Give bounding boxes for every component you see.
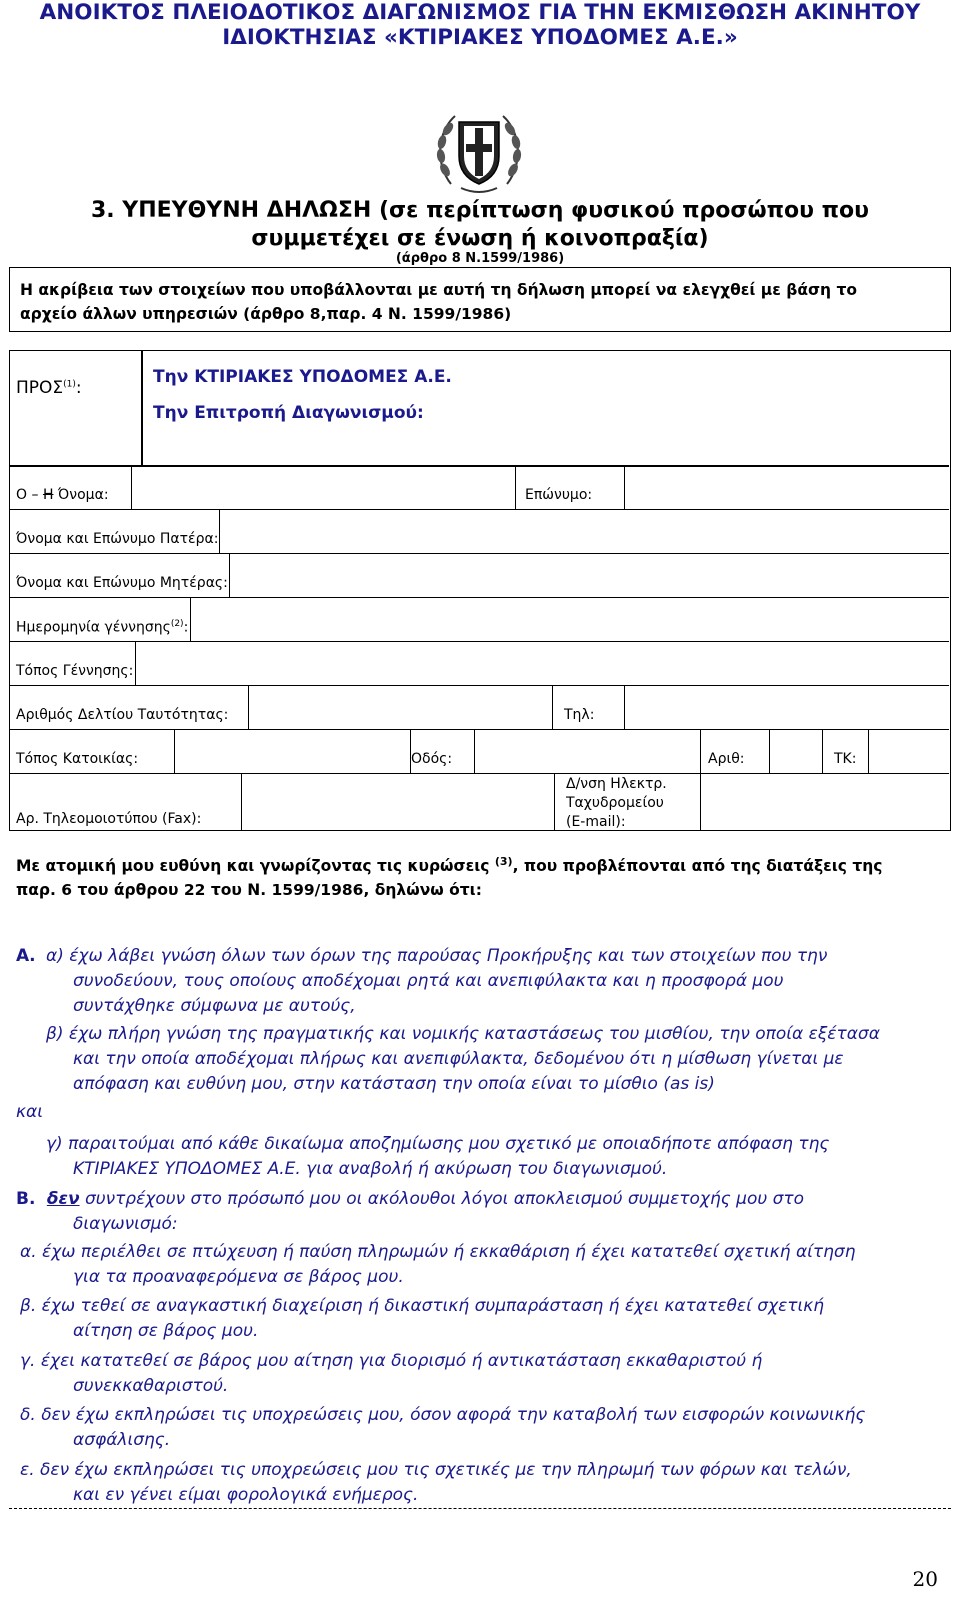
mother-name-label: Όνομα και Επώνυμο Μητέρας: [16,575,228,591]
section-b-label: Β. [16,1189,36,1209]
telephone-label: Τηλ: [564,707,595,723]
conjunction-and: και [16,1102,43,1122]
item-c-line-1: γ) παραιτούμαι από κάθε δικαίωμα αποζημίωσης μου σχετικό με οποιαδήποτε απόφαση της [46,1134,830,1154]
street-label: Οδός: [411,751,453,767]
item-b-line-2: και την οποία αποδέχομαι πλήρως και ανεπιφύλακτα, δεδομένου ότι η μίσθωση γίνεται με [73,1049,844,1069]
street-number-label: Αριθ: [708,751,745,767]
exclusion-e-line-1: ε. δεν έχω εκπληρώσει τις υποχρεώσεις μου τις σχετικές με την πληρωμή των φόρων και τελών, [20,1460,852,1480]
postal-code-label: ΤΚ: [834,751,857,767]
recipient-line-2: Την Επιτροπή Διαγωνισμού: [153,403,424,423]
exclusion-d-line-1: δ. δεν έχω εκπληρώσει τις υποχρεώσεις μου, όσον αφορά την καταβολή των εισφορών κοινωνικής [20,1405,866,1425]
item-c-line-2: ΚΤΙΡΙΑΚΕΣ ΥΠΟΔΟΜΕΣ Α.Ε. για αναβολή ή ακύρωση του διαγωνισμού. [73,1159,668,1179]
name-label: Ο – Η Όνομα: [16,487,109,503]
father-name-label: Όνομα και Επώνυμο Πατέρα: [16,531,219,547]
accuracy-notice [9,267,951,332]
notice-line-1: Η ακρίβεια των στοιχείων που υποβάλλονται με αυτή τη δήλωση μπορεί να ελεγχθεί με βάση το [20,281,858,299]
exclusion-c-line-2: συνεκκαθαριστού. [73,1376,229,1396]
page-divider [9,1508,951,1509]
section-b-line-2: διαγωνισμό: [73,1214,178,1234]
negation-den: δεν [46,1189,80,1209]
header-line-1: ΑΝΟΙΚΤΟΣ ΠΛΕΙΟΔΟΤΙΚΟΣ ΔΙΑΓΩΝΙΣΜΟΣ ΓΙΑ ΤΗΝ ΕΚΜΙΣΘΩΣΗ ΑΚΙΝΗΤΟΥ [39,0,921,25]
declaration-title [0,197,960,253]
exclusion-c-line-1: γ. έχει κατατεθεί σε βάρος μου αίτηση για διορισμό ή αντικατάσταση εκκαθαριστού ή [20,1351,763,1371]
item-b-line-1: β) έχω πλήρη γνώση της πραγματικής και νομικής καταστάσεως του μισθίου, την οποία εξέτασα [46,1024,880,1044]
document-header [0,0,960,50]
declaration-title-line-2: συμμετέχει σε ένωση ή κοινοπραξία) [251,226,709,251]
exclusion-e-line-2: και εν γένει είμαι φορολογικά ενήμερος. [73,1485,419,1505]
header-line-2: ΙΔΙΟΚΤΗΣΙΑΣ «ΚΤΙΡΙΑΚΕΣ ΥΠΟΔΟΜΕΣ Α.Ε.» [222,25,738,50]
surname-label: Επώνυμο: [525,487,593,503]
item-a-line-2: συνοδεύουν, τους οποίους αποδέχομαι ρητά και ανεπιφύλακτα και η προσφορά μου [73,971,784,991]
declaration-subtitle: (άρθρο 8 Ν.1599/1986) [395,251,565,266]
section-b-line-1: συντρέχουν στο πρόσωπό μου οι ακόλουθοι λόγοι αποκλεισμού συμμετοχής μου στο [84,1189,804,1209]
place-of-birth-label: Τόπος Γέννησης: [16,663,134,679]
exclusion-b-line-2: αίτηση σε βάρος μου. [73,1321,259,1341]
notice-line-2: αρχείο άλλων υπηρεσιών (άρθρο 8,παρ. 4 Ν. 1599/1986) [20,305,512,323]
item-a-line-3: συντάχθηκε σύμφωνα με αυτούς, [73,996,356,1016]
item-a-line-1: α) έχω λάβει γνώση όλων των όρων της παρούσας Προκήρυξης και των στοιχείων που την [46,946,828,966]
date-of-birth-label: Ημερομηνία γέννησης$^{(2)}$: [16,619,189,636]
fax-label: Αρ. Τηλεομοιοτύπου (Fax): [16,811,202,827]
email-label: Δ/νση Ηλεκτρ. Ταχυδρομείου (E-mail): [566,776,667,830]
exclusion-d-line-2: ασφάλισης. [73,1430,171,1450]
residence-label: Τόπος Κατοικίας: [16,751,139,767]
recipient-label: ΠΡΟΣ$^{(1)}$: [16,378,82,398]
id-number-label: Αριθμός Δελτίου Ταυτότητας: [16,707,229,723]
exclusion-a-line-2: για τα προαναφερόμενα σε βάρος μου. [73,1267,404,1287]
declaration-title-line-1: 3. ΥΠΕΥΘΥΝΗ ΔΗΛΩΣΗ (σε περίπτωση φυσικού προσώπου που [90,198,870,223]
item-b-line-3: απόφαση και ευθύνη μου, στην κατάσταση την οποία είναι το μίσθιο (as is) [73,1074,715,1094]
section-a-label: Α. [16,946,36,966]
exclusion-b-line-1: β. έχω τεθεί σε αναγκαστική διαχείριση ή δικαστική συμπαράσταση ή έχει κατατεθεί σχετική [20,1296,825,1316]
declaration-form [9,350,951,831]
exclusion-a-line-1: α. έχω περιέλθει σε πτώχευση ή παύση πληρωμών ή εκκαθάριση ή έχει κατατεθεί σχετική αίτηση [20,1242,856,1262]
solemn-statement: Με ατομική μου ευθύνη και γνωρίζοντας τις κυρώσεις $^{(3)}$, που προβλέπονται από της διατάξεις της παρ. 6 του άρθρου 22 του Ν. 1599/1986, δηλώνω ότι: [16,855,883,900]
greek-emblem-icon [431,104,527,196]
page-number: 20 [912,1567,938,1591]
recipient-line-1: Την ΚΤΙΡΙΑΚΕΣ ΥΠΟΔΟΜΕΣ Α.Ε. [153,367,452,387]
